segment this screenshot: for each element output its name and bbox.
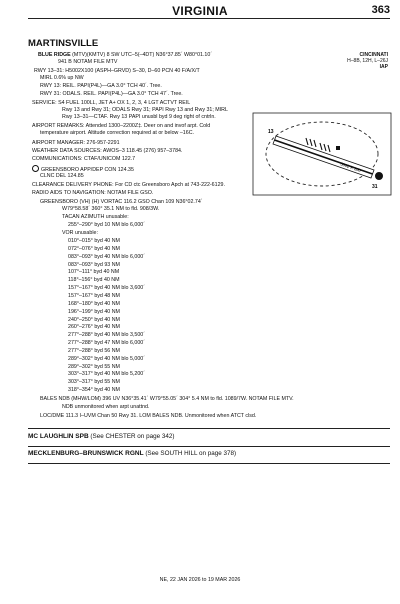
runway-dimension-label: 5002 X 100 bbox=[339, 161, 362, 173]
iap-ref: IAP bbox=[379, 64, 388, 70]
approach-light-icon bbox=[375, 172, 383, 180]
clearance-delivery-freq: CLNC DEL 124.85 bbox=[40, 173, 84, 179]
vor-range-item: 010°–015° byd 40 NM bbox=[68, 238, 120, 244]
vor-range-item: 318°–354° byd 40 NM bbox=[68, 387, 120, 394]
clearance-phone: CLEARANCE DELIVERY PHONE: For CD ctc Greensboro Apch at 743-222-6129. bbox=[32, 182, 225, 188]
airport-elevation-line: 941 B NOTAM FILE MTV bbox=[58, 59, 118, 65]
state-header: VIRGINIA bbox=[172, 4, 228, 18]
vor-range-item: 083°–093° byd 93 NM bbox=[68, 261, 120, 268]
communications: COMMUNICATIONS: CTAF/UNICOM 122.7 bbox=[32, 156, 136, 162]
service-line-2: Rwy 13 and Rwy 31; ODALS Rwy 31; PAPI Rwy 13 and Rwy 31; MIRL bbox=[62, 107, 228, 113]
radio-aids: RADIO AIDS TO NAVIGATION: NOTAM FILE GSO. bbox=[32, 190, 154, 196]
vor-range-item: 157°–167° byd 48 NM bbox=[68, 292, 120, 299]
ndb-line-1: BALES NDB (MHW/LOM) 396 UV N36°35.41´ W79°55.05´ 304° 5.4 NM to fld. 1089/7W. NOTAM FILE MTV. bbox=[40, 396, 294, 402]
tacan-range-item: 255°–290° byd 10 NM blo 6,000´ bbox=[68, 222, 145, 228]
service-line-3: Rwy 13–31—CTAF. Rwy 13 PAPI unusbl byd 9 deg right of cntrln. bbox=[62, 114, 216, 120]
vor-range-item: 168°–180° byd 40 NM bbox=[68, 300, 120, 307]
cross-reference-1 bbox=[28, 433, 174, 440]
center-ref bbox=[347, 52, 388, 70]
edition-footer: NE, 22 JAN 2026 to 19 MAR 2026 bbox=[159, 577, 241, 583]
ndb-line-2: NDB unmonitored when arpt unattnd. bbox=[62, 404, 150, 410]
chart-refs: H–8B, 12H, L–26J bbox=[347, 58, 388, 64]
vortac-line-2: W79°58.58´ 360° 35.1 NM to fld. 908/3W. bbox=[62, 206, 160, 212]
xref-name-1: MC LAUGHLIN SPB bbox=[28, 433, 89, 440]
cross-reference-2 bbox=[28, 450, 236, 457]
approach-control-line bbox=[32, 164, 134, 173]
vor-range-item: 157°–167° byd 40 NM blo 3,600´ bbox=[68, 285, 145, 292]
vor-range-item: 240°–250° byd 40 NM bbox=[68, 316, 120, 323]
runway-13-info: RWY 13: REIL. PAPI(P4L)—GA 3.0° TCH 40´. Tree. bbox=[40, 83, 162, 89]
runway-end-31: 31 bbox=[372, 184, 378, 190]
vor-range-item: 196°–199° byd 40 NM bbox=[68, 308, 120, 315]
vor-range-item: 107°–111° byd 40 NM bbox=[68, 269, 120, 276]
vor-range-item: 289°–302° byd 40 NM blo 5,000´ bbox=[68, 355, 145, 362]
runway-end-13: 13 bbox=[268, 129, 274, 135]
vor-range-item: 072°–076° byd 40 NM bbox=[68, 245, 120, 252]
center-name: CINCINNATI bbox=[359, 52, 388, 58]
xref-name-2: MECKLENBURG–BRUNSWICK RGNL bbox=[28, 450, 144, 457]
page-number: 363 bbox=[371, 4, 390, 16]
vor-range-item: 277°–288° byd 47 NM blo 6,000´ bbox=[68, 340, 145, 347]
header-rule bbox=[28, 18, 390, 19]
runway-lights: MIRL 0.6% up NW bbox=[40, 75, 84, 81]
xref-note-1: (See CHESTER on page 342) bbox=[90, 433, 175, 440]
section-separator-3 bbox=[28, 463, 390, 464]
vor-range-item: 277°–288° byd 56 NM bbox=[68, 347, 120, 354]
vor-range-item: 277°–288° byd 40 NM blo 3,500´ bbox=[68, 332, 145, 339]
loc-dme-line: LOC/DME 111.3 I–UVM Chan 50 Rwy 31. LOM BALES NDB. Unmonitored when ATCT clsd. bbox=[40, 413, 257, 419]
runway-13-31: RWY 13–31: H5002X100 (ASPH–GRVD) S–30, D–60 PCN 40 F/A/X/T bbox=[34, 68, 200, 74]
airport-remarks-2: temperature airport. Altitude correction required at or below –16C. bbox=[40, 130, 194, 136]
vor-range-item: 118°–156° byd 40 NM bbox=[68, 277, 120, 284]
vor-range-item: 260°–276° byd 40 NM bbox=[68, 324, 120, 331]
tacan-heading: TACAN AZIMUTH unusable: bbox=[62, 214, 129, 220]
vor-range-item: 303°–317° byd 40 NM blo 5,200´ bbox=[68, 371, 145, 378]
vor-range-item: 083°–093° byd 40 NM blo 6,000´ bbox=[68, 253, 145, 260]
airport-diagram bbox=[252, 112, 392, 196]
runway-31-info: RWY 31: ODALS. REIL. PAPI(P4L)—GA 3.0° TCH 47´. Tree. bbox=[40, 91, 183, 97]
frequency-marker-icon bbox=[32, 165, 39, 172]
airport-title-line bbox=[38, 52, 212, 58]
city-heading: MARTINSVILLE bbox=[28, 38, 99, 49]
xref-note-2: (See SOUTH HILL on page 378) bbox=[145, 450, 237, 457]
vortac-line-1: GREENSBORO (VH) (H) VORTAC 116.2 GSO Chan 109 N36°02.74´ bbox=[40, 199, 203, 205]
airport-name: BLUE RIDGE bbox=[38, 52, 71, 58]
weather-data: WEATHER DATA SOURCES: AWOS–3 118.45 (276) 957–3784. bbox=[32, 148, 183, 154]
airport-ident-line: (MTV)(KMTV) 8 SW UTC–5(–4DT) N36°37.85´ W80°01.10´ bbox=[72, 52, 213, 58]
vor-range-item: 303°–317° byd 55 NM bbox=[68, 379, 120, 386]
vor-range-item: 289°–302° byd 55 NM bbox=[68, 363, 120, 370]
airport-remarks-1: AIRPORT REMARKS: Attended 1300–2200Z‡. Deer on and invof arpt. Cold bbox=[32, 123, 211, 129]
vor-heading: VOR unusable: bbox=[62, 230, 98, 236]
section-separator-2 bbox=[28, 446, 390, 447]
airport-manager: AIRPORT MANAGER: 276-957-2291 bbox=[32, 140, 120, 146]
section-separator-1 bbox=[28, 428, 390, 429]
terminal-building bbox=[336, 146, 340, 150]
approach-control: GREENSBORO APP/DEP CON 124.35 bbox=[41, 167, 134, 173]
service-line-1: SERVICE: S4 FUEL 100LL, JET A+ OX 1, 2, 3, 4 LGT ACTVT REIL bbox=[32, 100, 191, 106]
